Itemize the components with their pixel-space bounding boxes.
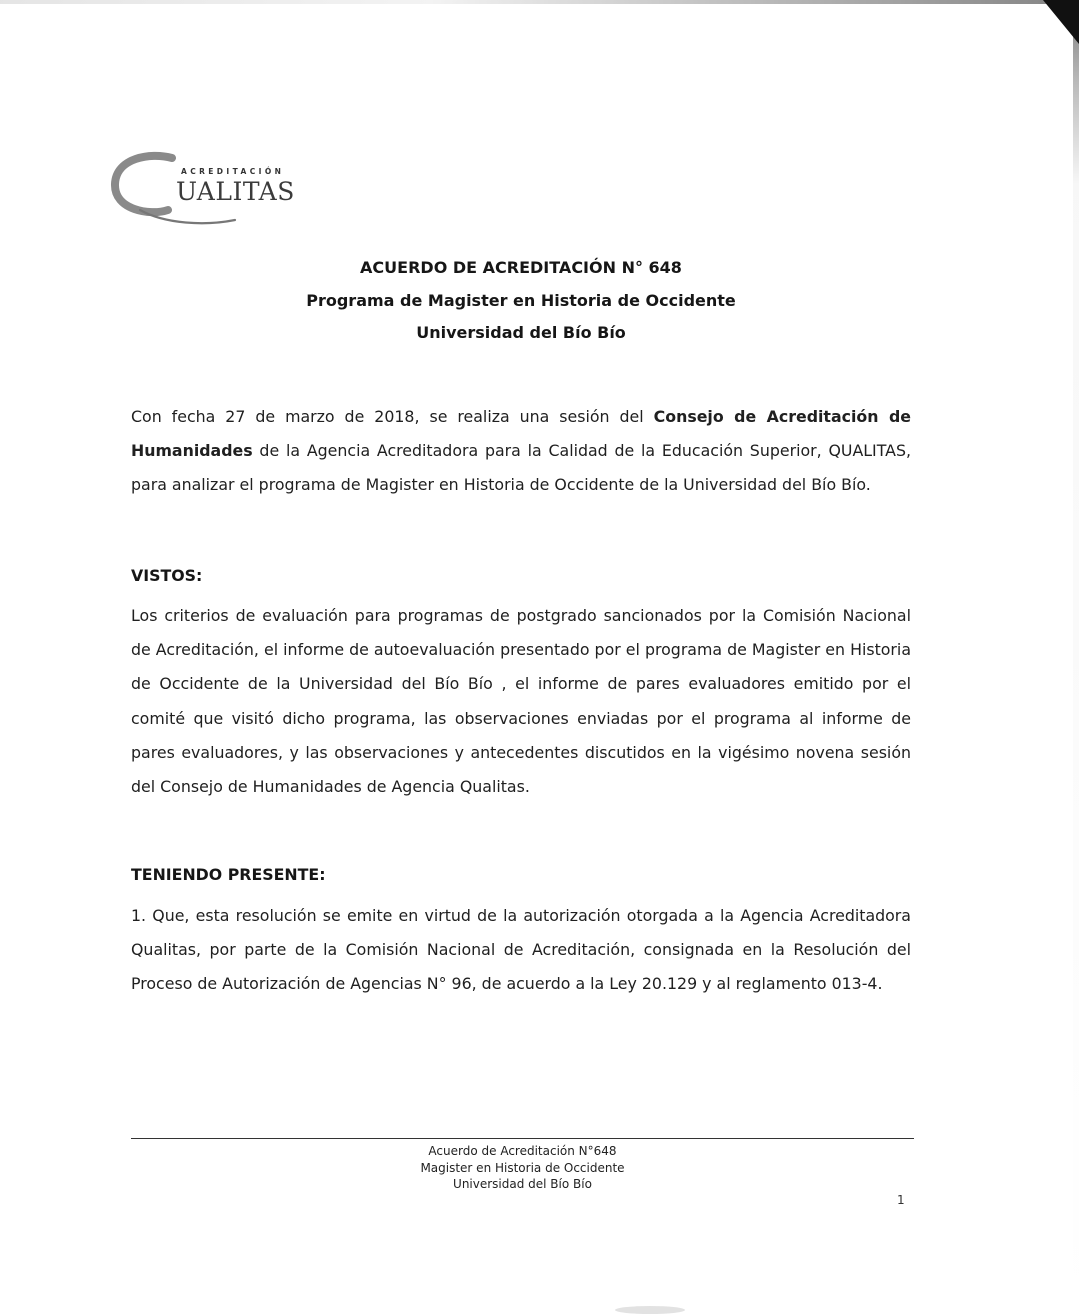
scan-top-edge (0, 0, 1079, 4)
program-name: Programa de Magister en Historia de Occidente (306, 290, 736, 310)
footer-block (131, 1143, 914, 1193)
vistos-heading: VISTOS: (131, 566, 203, 585)
teniendo-item-1: 1. Que, esta resolución se emite en virtud de la autorización otorgada a la Agencia Acreditadora Qualitas, por parte de la Comisión Nacional de Acreditación, consignada en la Resolución del Proceso de Autorización de Agencias N° 96, de acuerdo a la Ley 20.129 y al reglamento 013-4. (131, 906, 911, 994)
logo-acreditacion-text: ACREDITACIÓN (181, 167, 285, 176)
qualitas-logo (110, 150, 300, 230)
page-number: 1 (897, 1193, 905, 1207)
intro-council-name: Consejo de Acreditación de Humanidades (131, 407, 911, 461)
footer-divider (131, 1138, 914, 1139)
scan-corner-mark (1043, 0, 1079, 44)
document-title-block (131, 252, 911, 350)
intro-text-1: Con fecha 27 de marzo de 2018, se realiza una sesión del (131, 407, 654, 426)
scan-smudge (615, 1306, 685, 1314)
document-title: ACUERDO DE ACREDITACIÓN N° 648 (360, 258, 682, 277)
footer-line-2: Magister en Historia de Occidente (420, 1160, 625, 1175)
teniendo-presente-heading: TENIENDO PRESENTE: (131, 865, 326, 884)
university-name: Universidad del Bío Bío (416, 323, 626, 342)
scan-right-edge (1073, 0, 1079, 1316)
vistos-paragraph: Los criterios de evaluación para programas de postgrado sancionados por la Comisión Nacional de Acreditación, el informe de autoevaluación presentado por el programa de Magister en Historia de Occidente de la Universidad del Bío Bío , el informe de pares evaluadores emitido por el comité que visitó dicho programa, las observaciones enviadas por el programa al informe de pares evaluadores, y las observaciones y antecedentes discutidos en la vigésimo novena sesión del Consejo de Humanidades de Agencia Qualitas. (131, 606, 911, 797)
intro-text-2: de la Agencia Acreditadora para la Calidad de la Educación Superior, QUALITAS, para analizar el programa de Magister en Historia de Occidente de la Universidad del Bío Bío. (131, 441, 911, 495)
intro-paragraph (131, 400, 911, 503)
logo-qualitas-text: UALITAS (176, 177, 295, 206)
footer-line-1: Acuerdo de Acreditación N°648 (428, 1144, 617, 1158)
footer-line-3: Universidad del Bío Bío (453, 1177, 592, 1191)
